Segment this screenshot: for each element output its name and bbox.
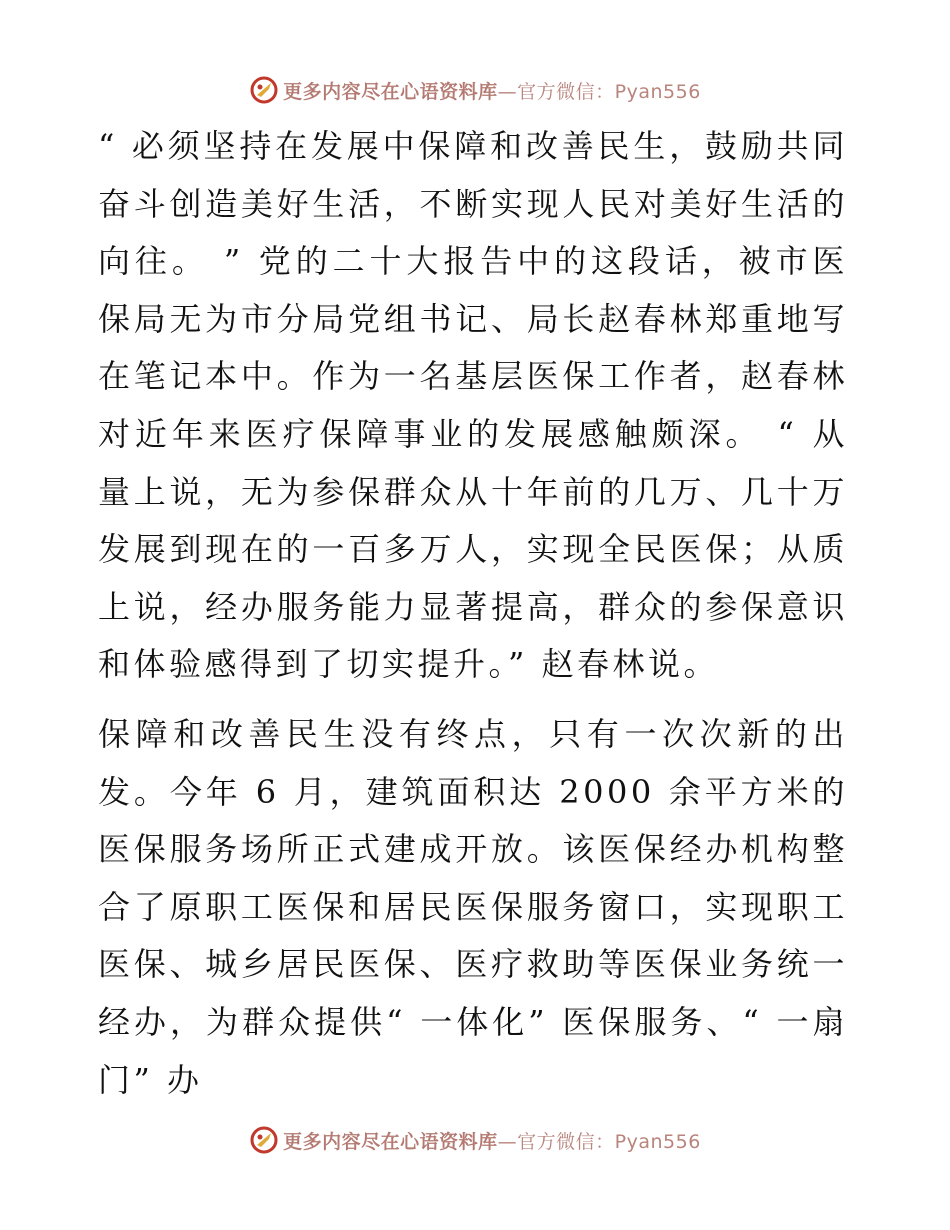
watermark-contact: 官方微信：Pyan556 [517,80,701,103]
watermark-brand: 更多内容尽在心语资料库 [283,1130,498,1153]
logo-icon [249,1125,279,1155]
watermark-text [283,1127,701,1154]
document-body [98,118,848,1109]
watermark-dash: — [497,80,518,103]
logo-icon [249,75,279,105]
watermark-brand: 更多内容尽在心语资料库 [283,80,498,103]
watermark-contact: 官方微信：Pyan556 [517,1130,701,1153]
watermark-text [283,77,701,104]
footer-watermark [0,1120,950,1160]
paragraph-1: “ 必须坚持在发展中保障和改善民生，鼓励共同奋斗创造美好生活，不断实现人民对美好生活的向往。 ” 党的二十大报告中的这段话，被市医保局无为市分局党组书记、局长赵春林郑重地写在笔记本中。作为一名基层医保工作者，赵春林对近年来医疗保障事业的发展感触颇深。 “ 从量上说，无为参保群众从十年前的几万、几十万发展到现在的一百多万人，实现全民医保；从质上说，经办服务能力显著提高，群众的参保意识和体验感得到了切实提升。” 赵春林说。 [98,127,848,684]
watermark-dash: — [497,1130,518,1153]
header-watermark [0,70,950,110]
paragraph-2: 保障和改善民生没有终点，只有一次次新的出发。今年 6 月，建筑面积达 2000 余平方米的医保服务场所正式建成开放。该医保经办机构整合了原职工医保和居民医保服务窗口，实现职工医保、城乡居民医保、医疗救助等医保业务统一经办，为群众提供“ 一体化” 医保服务、“ 一扇门” 办 [98,714,848,1099]
